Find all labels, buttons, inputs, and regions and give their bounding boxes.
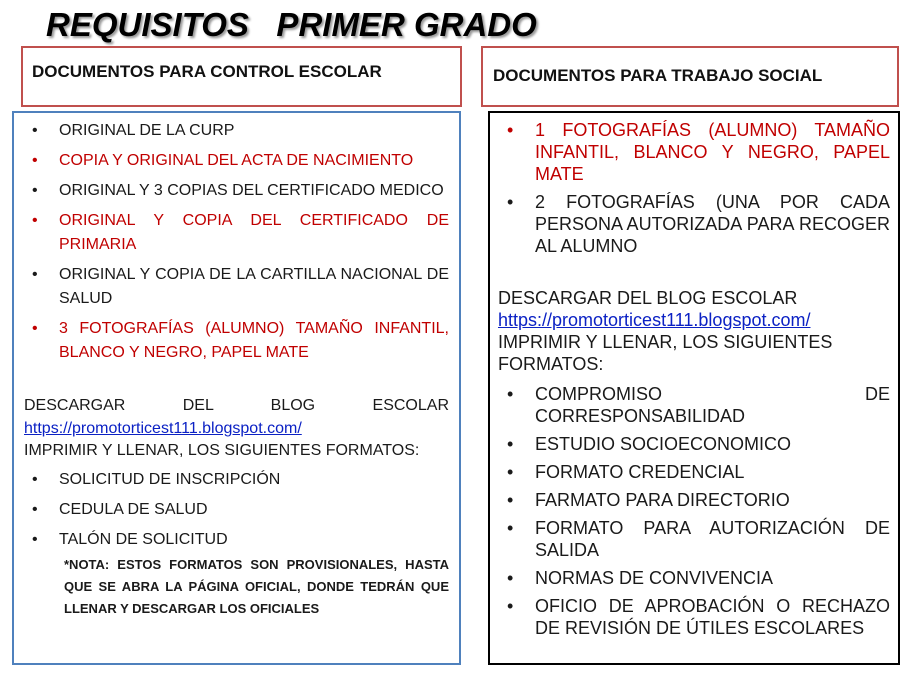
list-item [24, 209, 449, 257]
download-instructions-suffix: IMPRIMIR Y LLENAR, LOS SIGUIENTES FORMATOS: [24, 442, 420, 459]
download-instructions: DESCARGAR DEL BLOG ESCOLAR [498, 288, 798, 308]
bullet-icon: • [32, 152, 38, 169]
list-item [498, 567, 890, 589]
blog-link[interactable]: https://promotorticest111.blogspot.com/ [498, 310, 811, 330]
download-block [498, 309, 890, 375]
format-text: ESTUDIO SOCIOECONOMICO [535, 434, 792, 454]
trabajo-social-requirements-list [498, 119, 890, 257]
provisional-note: *NOTA: ESTOS FORMATOS SON PROVISIONALES, HASTA QUE SE ABRA LA PÁGINA OFICIAL, DONDE TEDRÁN QUE LLENAR Y DESCARGAR LOS OFICIALES [64, 557, 449, 616]
format-text: OFICIO DE APROBACIÓN O RECHAZO DE REVISIÓN DE ÚTILES ESCOLARES [535, 596, 890, 638]
format-text: FORMATO PARA AUTORIZACIÓN DE SALIDA [535, 518, 890, 560]
bullet-icon: • [507, 192, 514, 212]
list-item [498, 433, 890, 455]
bullet-icon: • [32, 501, 38, 518]
bullet-icon: • [507, 568, 514, 588]
list-item [498, 383, 890, 427]
bullet-icon: • [507, 434, 514, 454]
header-trabajo-social-label: DOCUMENTOS PARA TRABAJO SOCIAL [493, 66, 823, 85]
list-item [498, 489, 890, 511]
control-escolar-formats-list [24, 468, 449, 552]
format-text: SOLICITUD DE INSCRIPCIÓN [59, 471, 281, 488]
bullet-icon: • [507, 596, 514, 616]
bullet-icon: • [507, 518, 514, 538]
list-item [498, 461, 890, 483]
requirement-text: ORIGINAL Y 3 COPIAS DEL CERTIFICADO MEDICO [59, 182, 444, 199]
list-item [498, 191, 890, 257]
list-item [24, 119, 449, 143]
list-item [24, 263, 449, 311]
requirement-text: ORIGINAL Y COPIA DE LA CARTILLA NACIONAL DE SALUD [59, 266, 449, 307]
requirement-text: ORIGINAL DE LA CURP [59, 122, 235, 139]
list-item [24, 498, 449, 522]
list-item [24, 528, 449, 552]
control-escolar-panel [12, 111, 461, 665]
format-text: FARMATO PARA DIRECTORIO [535, 490, 790, 510]
bullet-icon: • [32, 471, 38, 488]
list-item [498, 517, 890, 561]
bullet-icon: • [507, 462, 514, 482]
download-instructions-suffix: IMPRIMIR Y LLENAR, LOS SIGUIENTES FORMATOS: [498, 332, 833, 374]
requirement-text: 3 FOTOGRAFÍAS (ALUMNO) TAMAÑO INFANTIL, BLANCO Y NEGRO, PAPEL MATE [59, 320, 449, 361]
list-item [24, 179, 449, 203]
trabajo-social-panel [488, 111, 900, 665]
bullet-icon: • [32, 212, 38, 229]
bullet-icon: • [507, 384, 514, 404]
format-text: TALÓN DE SOLICITUD [59, 531, 228, 548]
requirement-text: 1 FOTOGRAFÍAS (ALUMNO) TAMAÑO INFANTIL, BLANCO Y NEGRO, PAPEL MATE [535, 120, 890, 184]
format-text: CEDULA DE SALUD [59, 501, 208, 518]
bullet-icon: • [32, 122, 38, 139]
format-text: NORMAS DE CONVIVENCIA [535, 568, 774, 588]
bullet-icon: • [507, 490, 514, 510]
download-instructions: DESCARGAR DEL BLOG ESCOLAR [24, 397, 449, 414]
bullet-icon: • [32, 182, 38, 199]
list-item [498, 119, 890, 185]
bullet-icon: • [32, 320, 38, 337]
header-trabajo-social [481, 46, 899, 107]
list-item [24, 468, 449, 492]
page-title: REQUISITOS PRIMER GRADO [46, 6, 537, 43]
bullet-icon: • [32, 531, 38, 548]
control-escolar-requirements-list [24, 119, 449, 365]
bullet-icon: • [507, 120, 514, 140]
header-control-escolar-label: DOCUMENTOS PARA CONTROL ESCOLAR [32, 62, 382, 81]
requirement-text: ORIGINAL Y COPIA DEL CERTIFICADO DE PRIMARIA [59, 212, 449, 253]
requirement-text: 2 FOTOGRAFÍAS (UNA POR CADA PERSONA AUTORIZADA PARA RECOGER AL ALUMNO [535, 192, 890, 256]
format-text: FORMATO CREDENCIAL [535, 462, 745, 482]
header-control-escolar [21, 46, 462, 107]
requirement-text: COPIA Y ORIGINAL DEL ACTA DE NACIMIENTO [59, 152, 414, 169]
list-item [24, 149, 449, 173]
bullet-icon: • [32, 266, 38, 283]
list-item [498, 595, 890, 639]
format-text: COMPROMISO DE CORRESPONSABILIDAD [535, 384, 890, 426]
list-item [24, 317, 449, 365]
blog-link[interactable]: https://promotorticest111.blogspot.com/ [24, 420, 302, 437]
trabajo-social-formats-list [498, 383, 890, 639]
